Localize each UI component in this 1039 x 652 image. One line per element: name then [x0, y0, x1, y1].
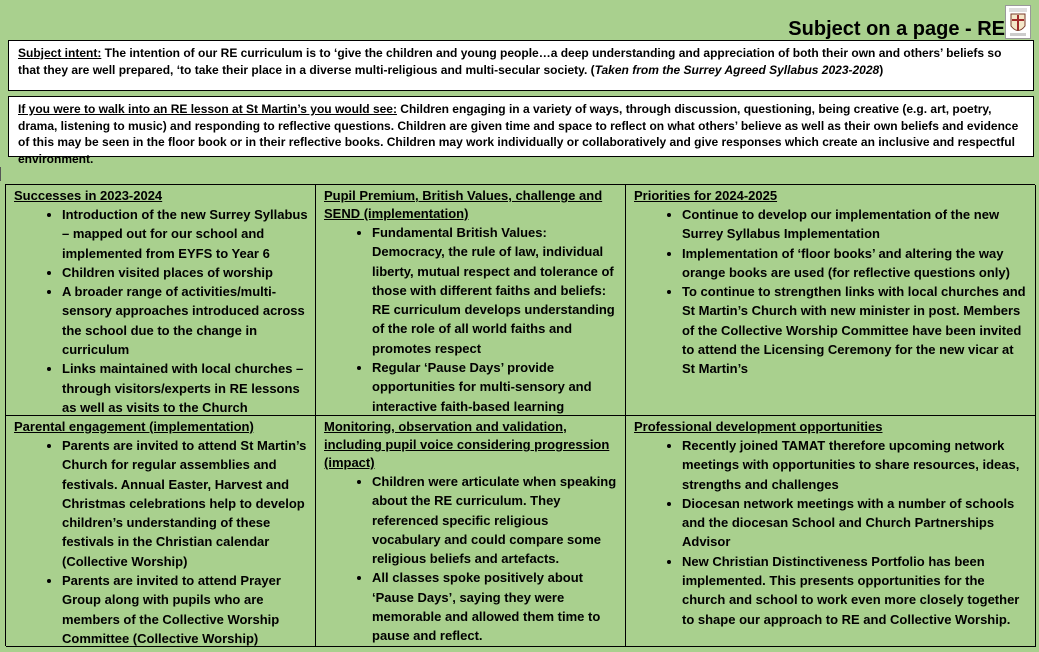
pupil-premium-cell — [316, 185, 626, 416]
list-item: • A broader range of activities/multi-sensory approaches introduced across the school due to the change in curriculum — [62, 282, 309, 359]
list-item: • Parents are invited to attend Prayer Group along with pupils who are members of the Collective Worship Committee (Collective Worship) — [62, 571, 309, 647]
parental-engagement-cell — [6, 416, 316, 647]
subject-intent-source: Taken from the Surrey Agreed Syllabus 2023-2028 — [594, 62, 880, 77]
list-item: • All classes spoke positively about ‘Pause Days’, saying they were memorable and allowed them time to pause and reflect. — [372, 568, 619, 645]
walk-in-label: If you were to walk into an RE lesson at St Martin’s you would see: — [18, 102, 397, 116]
monitoring-heading: Monitoring, observation and validation, including pupil voice considering progression (impact) — [324, 419, 610, 470]
successes-list — [14, 205, 309, 416]
parental-engagement-heading: Parental engagement (implementation) — [14, 419, 254, 434]
subject-intent-closing: ) — [879, 62, 884, 77]
professional-development-cell — [626, 416, 1036, 647]
priorities-list — [634, 205, 1029, 379]
list-item: • Parents are invited to attend St Martin’s Church for regular assemblies and festivals. Annual Easter, Harvest and Christmas celebrations help to develop children’s understanding of these festivals in the Christian calendar (Collective Worship) — [62, 436, 309, 571]
page-title: Subject on a page - RE — [788, 18, 1005, 40]
pupil-premium-heading: Pupil Premium, British Values, challenge and SEND (implementation) — [324, 188, 603, 221]
monitoring-cell — [316, 416, 626, 647]
pupil-premium-list — [324, 223, 619, 416]
list-item: • Implementation of ‘floor books’ and altering the way orange books are used (for reflective questions only) — [682, 244, 1029, 283]
walk-in-box — [8, 96, 1034, 166]
successes-cell — [6, 185, 316, 416]
list-item: • Introduction of the new Surrey Syllabus – mapped out for our school and implemented from EYFS to Year 6 — [62, 205, 309, 263]
list-item: • Fundamental British Values: Democracy, the rule of law, individual liberty, mutual respect and tolerance of those with different faiths and beliefs: RE curriculum develops understanding of the role of all world faiths and promotes respect — [372, 223, 619, 358]
priorities-cell — [626, 185, 1036, 416]
walk-in-text: Children engaging in a variety of ways, through discussion, questioning, being creative (e.g. art, poetry, drama, listening to music) and responding to reflective questions. Children are given time and space to reflect on what others’ believe as well as their own beliefs and evidence of this may be seen in the floor book or in their reflective books. Children may work individually or collaboratively and give responses which create an inclusive and respectful environment. — [18, 102, 1019, 166]
list-item: • Regular ‘Pause Days’ provide opportunities for multi-sensory and interactive faith-based learning — [372, 358, 619, 416]
subject-intent-text: The intention of our RE curriculum is to ‘give the children and young people…a deep understanding and appreciation of both their own and others’ beliefs so that they are well prepared, ‘to take their place in a diverse multi-religious and multi-secular society. ( — [18, 46, 1002, 77]
monitoring-list — [324, 472, 619, 646]
subject-intent-label: Subject intent: — [18, 46, 102, 60]
page-edge-marker — [0, 167, 4, 181]
list-item: • Continue to develop our implementation of the new Surrey Syllabus Implementation — [682, 205, 1029, 244]
list-item: • Children visited places of worship — [62, 263, 309, 282]
list-item: • Diocesan network meetings with a number of schools and the diocesan School and Church Partnerships Advisor — [682, 494, 1029, 552]
school-crest-logo — [1005, 5, 1031, 39]
list-item: • Links maintained with local churches – through visitors/experts in RE lessons as well as visits to the Church — [62, 359, 309, 416]
successes-heading: Successes in 2023-2024 — [14, 188, 163, 203]
summary-grid — [5, 184, 1035, 646]
parental-engagement-list — [14, 436, 309, 647]
list-item: • Children were articulate when speaking about the RE curriculum. They referenced specific religious vocabulary and could compare some religious beliefs and artefacts. — [372, 472, 619, 568]
professional-development-heading: Professional development opportunities — [634, 419, 883, 434]
list-item: • To continue to strengthen links with local churches and St Martin’s Church with new minister in post. Members of the Collective Worship Committee have been invited to attend the Licensing Ceremony for the new vicar at St Martin’s — [682, 282, 1029, 378]
list-item: • New Christian Distinctiveness Portfolio has been implemented. This presents opportunities for the church and school to work even more closely together to shape our approach to RE and Collective Worship. — [682, 552, 1029, 629]
priorities-heading: Priorities for 2024-2025 — [634, 188, 778, 203]
professional-development-list — [634, 436, 1029, 629]
list-item: • Recently joined TAMAT therefore upcoming network meetings with opportunities to share resources, ideas, strengths and challenges — [682, 436, 1029, 494]
subject-intent-box — [8, 40, 1034, 91]
